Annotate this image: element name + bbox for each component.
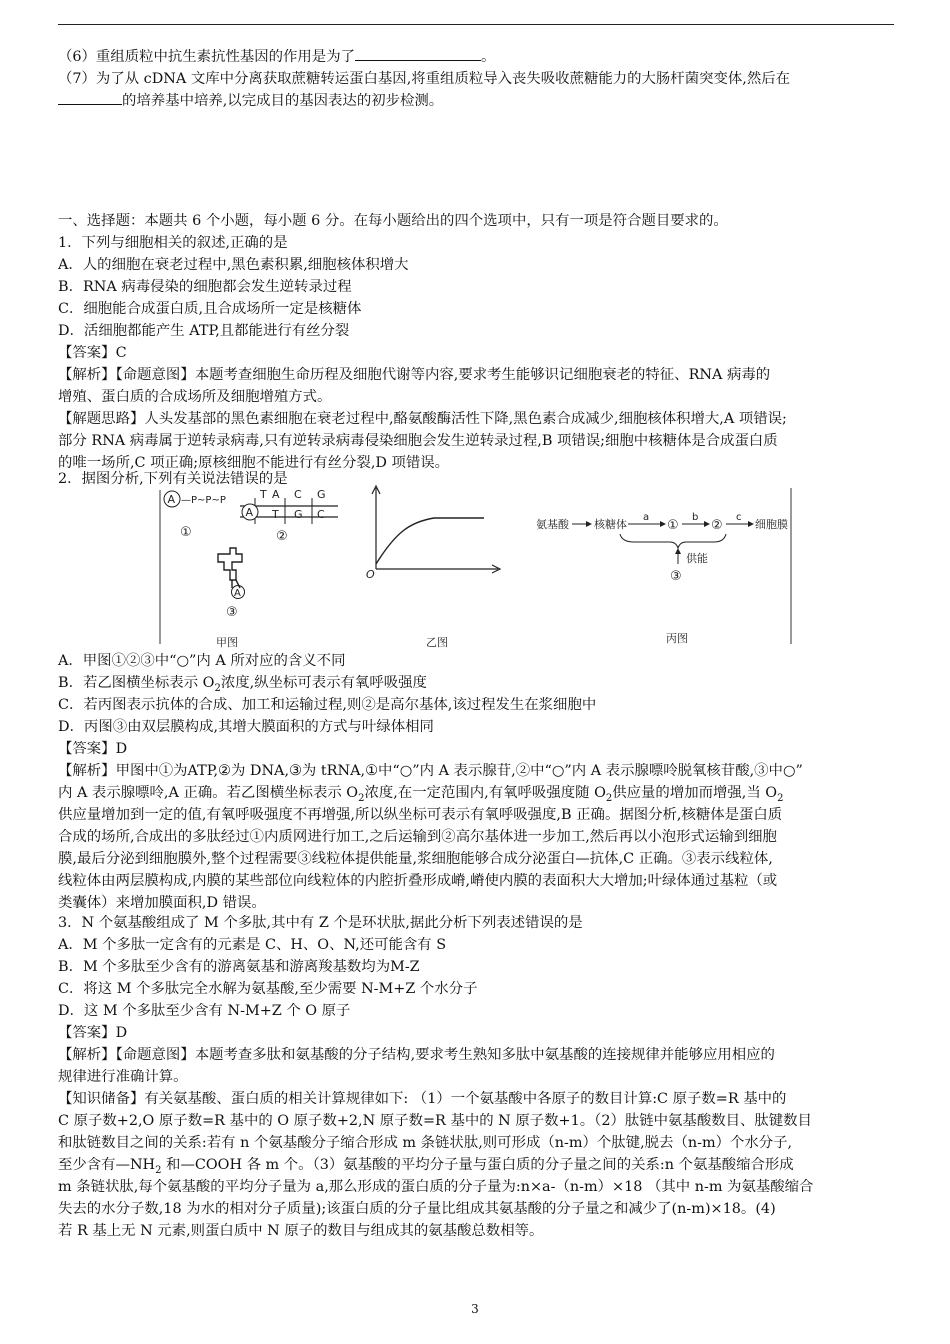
question-1-stem: 1．下列与细胞相关的叙述,正确的是 [58,235,288,251]
question-2-analysis-5: 膜,最后分泌到细胞膜外,整个过程需要③线粒体提供能量,浆细胞能够合成分泌蛋白—抗体,C 正确。③表示线粒体, [58,851,773,867]
question-7-line: （7）为了从 cDNA 文库中分离获取蔗糖转运蛋白基因,将重组质粒导入丧失吸收蔗糖能力的大肠杆菌突变体,然后在 [58,71,791,87]
question-1-approach-2: 部分 RNA 病毒属于逆转录病毒,只有逆转录病毒侵染细胞会发生逆转录过程,B 项错误;细胞中核糖体是合成蛋白质 [58,433,778,449]
question-3-knowledge-7: 若 R 基上无 N 元素,则蛋白质中 N 原子的数目与组成其的氨基酸总数相等。 [58,1223,544,1239]
bing-a: a [643,512,650,523]
bing-label-3: ③ [670,569,682,584]
q2-an-sub-2: 2 [605,792,613,804]
bing-c: c [736,512,742,523]
oxygen-curve [376,518,484,564]
q3-kn-text: 至少含有—NH [58,1157,156,1173]
question-3-knowledge-3: 和肽链数目之间的关系:若有 n 个氨基酸分子缩合形成 m 条链状肽,则可形成（n-m）个肽键,脱去（n-m）个水分子, [58,1135,793,1151]
q3-kn-text-2: 和—COOH 各 m 个。（3）氨基酸的平均分子量与蛋白质的分子量之间的关系:n 个氨基酸缩合形成 [161,1157,794,1173]
bing-b: b [692,512,699,523]
jia-caption: 甲图 [216,636,238,649]
question-1-analysis-2: 增殖、蛋白质的合成场所及细胞增殖方式。 [58,389,332,405]
q7-text: 的培养基中培养,以完成目的基因表达的初步检测。 [122,93,444,109]
jia-label-1: ① [180,525,192,540]
question-7-line-2 [58,90,894,112]
question-2-analysis-4: 合成的场所,合成出的多肽经过①内质网进行加工,之后运输到②高尔基体进一步加工,然后再以小泡形式运输到细胞 [58,829,777,845]
q2-an-sub-1: 2 [358,792,365,804]
question-2-analysis-6: 线粒体由两层膜构成,内膜的某些部位向线粒体的内腔折叠形成嵴,嵴使内膜的表面积大大增加;叶绿体通过基粒（或 [58,873,778,889]
question-2-option-c: C．若丙图表示抗体的合成、加工和运输过程,则②是高尔基体,该过程发生在浆细胞中 [58,697,597,713]
dna-bottom-base-3: C [317,508,325,521]
question-3-knowledge-6: 失去的水分子数,18 为水的相对分子质量);该蛋白质的分子量比组成其氨基酸的分子量之和减少了(n-m)×18。(4) [58,1201,776,1217]
trna-circle-label: A [234,588,241,599]
question-3-analysis: 【解析】【命题意图】本题考查多肽和氨基酸的分子结构,要求考生熟知多肽中氨基酸的连接规律并能够应用相应的 [58,1047,775,1063]
bing-cell-membrane: 细胞膜 [755,518,788,531]
question-2-option-a: A．甲图①②③中“○”内 A 所对应的含义不同 [58,653,346,669]
question-2-option-d: D．丙图③由双层膜构成,其增大膜面积的方式与叶绿体相同 [58,719,434,735]
dna-circle-label: A [245,506,254,519]
bing-amino-acid: 氨基酸 [536,518,569,531]
question-3-knowledge: 【知识储备】有关氨基酸、蛋白质的相关计算规律如下: （1）一个氨基酸中各原子的数目计算:C 原子数=R 基中的 [58,1091,787,1107]
q2-an-text: 内 A 表示腺嘌呤,A 正确。若乙图横坐标表示 O [58,785,359,801]
top-rule [58,24,894,25]
figure-jia [164,488,338,649]
question-1-analysis: 【解析】【命题意图】本题考查细胞生命历程及细胞代谢等内容,要求考生能够识记细胞衰老的特征、RNA 病毒的 [58,367,771,383]
q2b-sub: 2 [214,682,221,694]
question-3-knowledge-5: m 条链状肽,每个氨基酸的平均分子量为 a,那么形成的蛋白质的分子量为:n×a-（n-m）×18 （其中 n-m 为氨基酸缩合 [58,1179,814,1195]
bing-label-1: ① [667,518,679,533]
question-3-knowledge-2: C 原子数+2,O 原子数=R 基中的 O 原子数+2,N 原子数=R 基中的 N 原子数+1。（2）肽链中氨基酸数目、肽键数目 [58,1113,812,1129]
dna-top-base-2: A [272,488,280,501]
q2b-text-2: 浓度,纵坐标可表示有氧呼吸强度 [220,675,427,691]
question-6-line [58,46,894,68]
figure-bing [536,512,788,645]
dna-bottom-base-2: G [294,508,303,521]
question-3-knowledge-4 [58,1154,894,1176]
bing-brace [620,534,726,548]
q2b-text: B．若乙图横坐标表示 O [58,675,215,691]
question-3-option-a: A．M 个多肽一定含有的元素是 C、H、O、N,还可能含有 S [58,937,447,953]
question-1-option-c: C．细胞能合成蛋白质,且合成场所一定是核糖体 [58,301,362,317]
q3-kn-sub: 2 [155,1164,162,1176]
jia-label-3: ③ [226,605,238,620]
bing-caption: 丙图 [666,632,688,645]
q2-an-sub-3: 2 [777,792,784,804]
question-1-option-d: D．活细胞都能产生 ATP,且都能进行有丝分裂 [58,323,350,339]
dna-top-base-3: C [294,488,302,501]
dna-top-base-1: T [260,488,267,501]
yi-origin: O [366,568,375,581]
q6-end: 。 [480,49,496,65]
question-3-stem: 3．N 个氨基酸组成了 M 个多肽,其中有 Z 个是环状肽,据此分析下列表述错误的是 [58,915,583,931]
question-2-answer: 【答案】D [58,741,128,757]
question-2-analysis-2 [58,782,894,804]
q2-an-text-2: 浓度,在一定范围内,有氧呼吸强度随 O [364,785,606,801]
jia-label-2: ② [276,529,288,544]
section-heading: 一、选择题：本题共 6 个小题，每小题 6 分。在每小题给出的四个选项中，只有一项是符合题目要求的。 [58,213,728,229]
question-1-option-a: A．人的细胞在衰老过程中,黑色素积累,细胞核体积增大 [58,257,409,273]
dna-bottom-base-1: T [272,508,279,521]
figure-yi [366,486,500,649]
question-2-analysis-3: 供应量增加到一定的值,有氧呼吸强度不再增强,所以纵坐标可表示有氧呼吸强度,B 正确。据图分析,核糖体是蛋白质 [58,807,783,823]
bing-label-2: ② [711,518,723,533]
page-number: 3 [471,1302,479,1316]
question-3-answer: 【答案】D [58,1025,128,1041]
atp-base-label: A [167,493,176,506]
question-3-option-c: C．将这 M 个多肽完全水解为氨基酸,至少需要 N-M+Z 个水分子 [58,981,478,997]
bing-energy: 供能 [686,552,708,565]
question-3-option-d: D．这 M 个多肽至少含有 N-M+Z 个 O 原子 [58,1003,351,1019]
q2-an-text-3: 供应量的增加而增强,当 O [612,785,778,801]
trna-shape [218,548,242,588]
bing-ribosome: 核糖体 [594,518,627,531]
q6-text: （6）重组质粒中抗生素抗性基因的作用是为了 [58,49,355,65]
question-2-analysis: 【解析】甲图中①为ATP,②为 DNA,③为 tRNA,①中“○”内 A 表示腺苷,②中“○”内 A 表示腺嘌呤脱氧核苷酸,③中○” [58,763,803,779]
question-2-figure [158,484,794,650]
question-2-option-b [58,672,894,694]
question-1-approach-3: 的唯一场所,C 项正确;原核细胞不能进行有丝分裂,D 项错误。 [58,455,450,471]
question-2-analysis-7: 类囊体）来增加膜面积,D 错误。 [58,895,266,911]
question-2-stem: 2．据图分析,下列有关说法错误的是 [58,471,288,487]
answer-blank-7 [58,90,122,105]
question-3-option-b: B．M 个多肽至少含有的游离氨基和游离羧基数均为M-Z [58,959,420,975]
question-3-analysis-2: 规律进行准确计算。 [58,1069,188,1085]
atp-phosphates: —P~P~P [181,495,226,506]
question-1-approach: 【解题思路】人头发基部的黑色素细胞在衰老过程中,酪氨酸酶活性下降,黑色素合成减少,细胞核体积增大,A 项错误; [58,411,787,427]
answer-blank-6 [355,46,481,61]
yi-caption: 乙图 [426,636,448,649]
question-1-option-b: B．RNA 病毒侵染的细胞都会发生逆转录过程 [58,279,352,295]
question-1-answer: 【答案】C [58,345,127,361]
dna-top-base-4: G [317,488,326,501]
